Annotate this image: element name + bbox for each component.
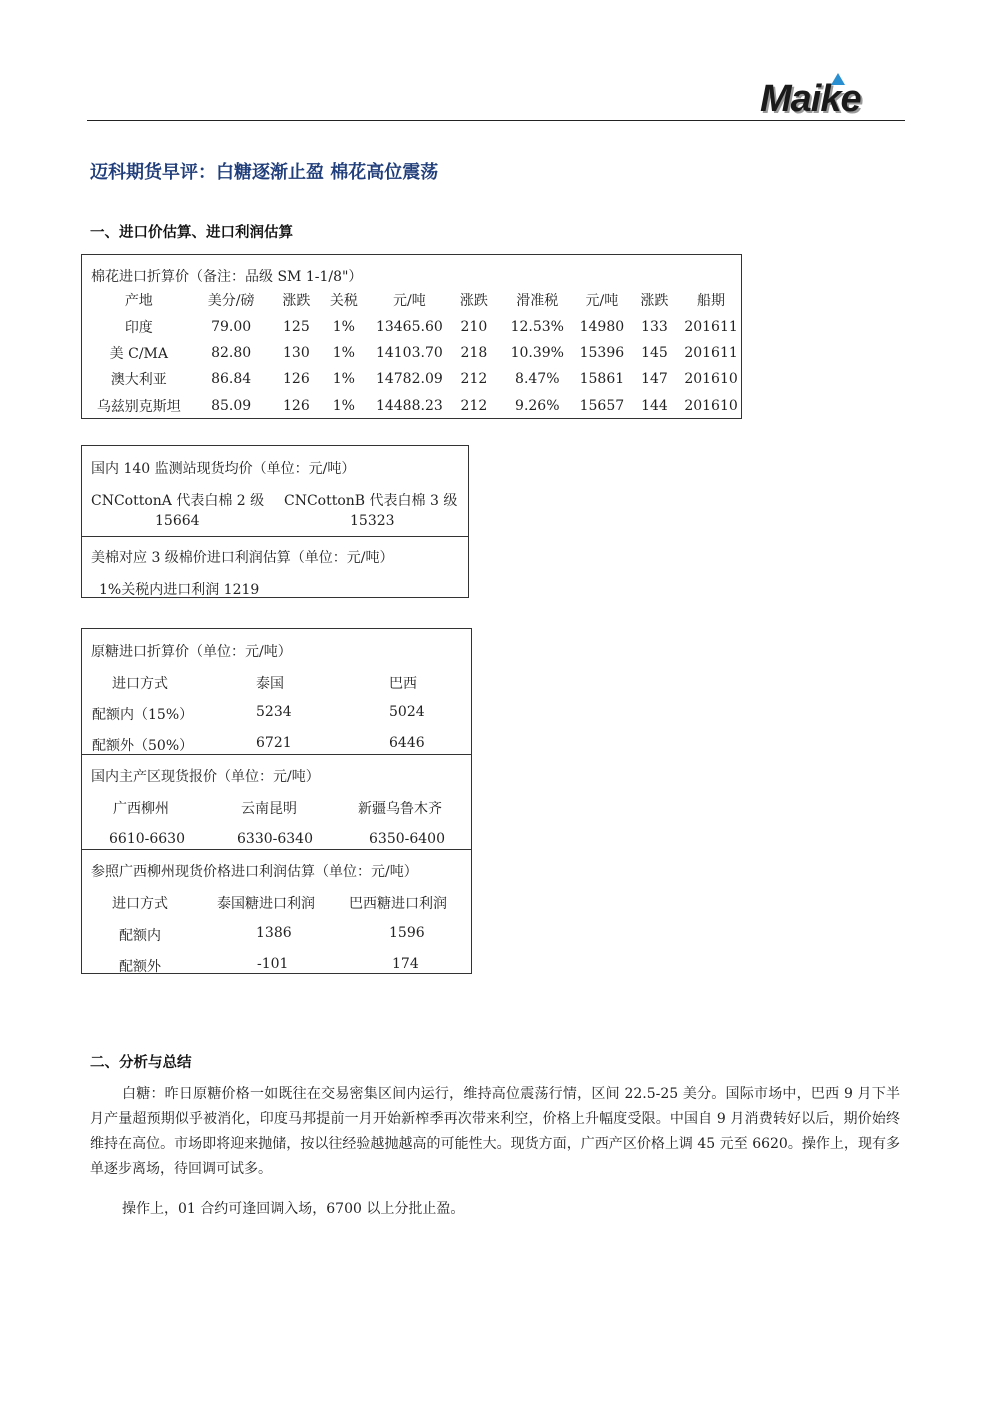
table-cell: 印度: [124, 319, 153, 336]
table-cell: 9.26%: [515, 397, 560, 414]
col-header: 元/吨: [393, 293, 426, 310]
sugar-spot-price: 6350-6400: [369, 831, 445, 847]
col-header: 关税: [329, 293, 358, 310]
table-cell: 1%: [332, 371, 355, 388]
sugar-profit-title: 参照广西柳州现货价格进口利润估算（单位：元/吨）: [91, 864, 418, 880]
cncotton-a-label: CNCottonA 代表白棉 2 级: [91, 493, 265, 509]
table-cell: 212: [460, 371, 488, 388]
table-cell: 201610: [684, 397, 738, 414]
col-header: 涨跌: [282, 293, 311, 310]
table-cell: 201611: [684, 318, 738, 335]
table-cell: 乌兹别克斯坦: [96, 398, 181, 415]
sugar-import-header: 巴西: [389, 676, 417, 692]
header-divider: [87, 120, 905, 121]
table-cell: 8.47%: [515, 371, 560, 388]
table-cell: 12.53%: [510, 318, 564, 335]
sugar-profit-cell: 配额内: [119, 928, 161, 944]
sugar-spot-price: 6330-6340: [237, 831, 313, 847]
sugar-profit-cell: 1596: [389, 925, 425, 941]
cotton-import-table: [90, 287, 741, 419]
table-cell: 15396: [579, 344, 625, 361]
table-cell: 14488.23: [375, 397, 443, 414]
table-row: [90, 340, 741, 366]
table-cell: 79.00: [211, 318, 252, 335]
table-cell: 1%: [332, 397, 355, 414]
sugar-import-title: 原糖进口折算价（单位：元/吨）: [91, 644, 292, 660]
col-header: 船期: [697, 293, 726, 310]
sugar-import-cell: 配额外（50%）: [92, 738, 194, 754]
table-cell: 14980: [579, 318, 625, 335]
sugar-profit-header: 进口方式: [112, 896, 168, 912]
table-cell: 15861: [579, 371, 625, 388]
col-header: 美分/磅: [207, 293, 255, 310]
sugar-profit-header: 巴西糖进口利润: [349, 896, 447, 912]
table-cell: 212: [460, 397, 488, 414]
sugar-profit-cell: 1386: [256, 925, 292, 941]
table-cell: 1%: [332, 318, 355, 335]
table-cell: 1%: [332, 344, 355, 361]
sugar-spot-region: 广西柳州: [113, 801, 169, 817]
sugar-profit-header: 泰国糖进口利润: [217, 896, 315, 912]
cotton-import-box: [81, 254, 742, 419]
sugar-import-cell: 6721: [256, 735, 292, 751]
section1-title: 一、进口价估算、进口利润估算: [90, 225, 293, 241]
sugar-import-cell: 5234: [256, 704, 292, 720]
table-cell: 10.39%: [510, 344, 564, 361]
cotton-profit-title: 美棉对应 3 级棉价进口利润估算（单位：元/吨）: [91, 550, 394, 566]
table-header-row: [90, 287, 741, 313]
sugar-spot-region: 云南昆明: [241, 801, 297, 817]
box-divider: [82, 849, 471, 850]
table-cell: 86.84: [211, 371, 252, 388]
sugar-spot-price: 6610-6630: [109, 831, 185, 847]
table-cell: 147: [641, 371, 668, 388]
table-row: [90, 366, 741, 392]
sugar-import-header: 泰国: [256, 676, 284, 692]
box-divider: [82, 754, 471, 755]
sugar-import-cell: 配额内（15%）: [92, 707, 194, 723]
sugar-import-header: 进口方式: [112, 676, 168, 692]
operation-paragraph: 操作上，01 合约可逢回调入场，6700 以上分批止盈。: [122, 1201, 465, 1217]
section2-title: 二、分析与总结: [90, 1055, 192, 1071]
col-header: 滑准税: [516, 293, 559, 310]
sugar-profit-cell: -101: [257, 956, 289, 972]
table-cell: 15657: [579, 397, 625, 414]
cotton-import-title: 棉花进口折算价（备注：品级 SM 1-1/8"）: [91, 269, 363, 285]
sugar-import-cell: 5024: [389, 704, 425, 720]
table-cell: 130: [283, 344, 310, 361]
cotton-domestic-box: [81, 445, 469, 598]
table-cell: 澳大利亚: [110, 372, 167, 389]
table-cell: 13465.60: [375, 318, 443, 335]
col-header: 涨跌: [459, 293, 488, 310]
cotton-profit-text: 1%关税内进口利润 1219: [99, 582, 260, 598]
table-cell: 133: [641, 318, 668, 335]
sugar-profit-cell: 配额外: [119, 959, 161, 975]
table-cell: 144: [641, 397, 668, 414]
table-cell: 126: [283, 371, 310, 388]
cncotton-b-label: CNCottonB 代表白棉 3 级: [284, 493, 458, 509]
table-cell: 218: [460, 344, 488, 361]
table-cell: 201610: [684, 371, 738, 388]
table-cell: 14103.70: [375, 344, 443, 361]
table-cell: 145: [641, 344, 668, 361]
sugar-import-cell: 6446: [389, 735, 425, 751]
table-row: [90, 313, 741, 339]
col-header: 元/吨: [585, 293, 619, 310]
sugar-profit-cell: 174: [392, 956, 419, 972]
box-divider: [82, 536, 468, 537]
table-cell: 126: [283, 397, 310, 414]
table-cell: 125: [283, 318, 310, 335]
sugar-spot-region: 新疆乌鲁木齐: [358, 801, 442, 817]
table-cell: 14782.09: [375, 371, 443, 388]
cotton-domestic-title: 国内 140 监测站现货均价（单位：元/吨）: [91, 461, 356, 477]
col-header: 涨跌: [640, 293, 669, 310]
table-cell: 82.80: [211, 344, 252, 361]
page-title: 迈科期货早评：白糖逐渐止盈 棉花高位震荡: [90, 162, 439, 183]
table-row: [90, 393, 741, 419]
col-header: 产地: [124, 293, 153, 310]
maike-logo: Maike: [760, 78, 861, 120]
table-cell: 210: [460, 318, 488, 335]
cncotton-b-value: 15323: [350, 513, 395, 529]
table-cell: 85.09: [211, 397, 252, 414]
sugar-box: [81, 628, 472, 974]
sugar-spot-title: 国内主产区现货报价（单位：元/吨）: [91, 769, 320, 785]
table-cell: 201611: [684, 344, 738, 361]
analysis-paragraph: 白糖：昨日原糖价格一如既往在交易密集区间内运行，维持高位震荡行情，区间 22.5-25 美分。国际市场中，巴西 9 月下半月产量超预期似乎被消化，印度马邦提前一月开始新榨季再次带来利空，价格上升幅度受限。中国自 9 月消费转好以后，期价始终维持在高位。市场即将迎来抛储，按以往经验越抛越高的可能性大。现货方面，广西产区价格上调 45 元至 6620。操作上，现有多单逐步离场，待回调可试多。: [90, 1086, 900, 1177]
cncotton-a-value: 15664: [155, 513, 200, 529]
table-cell: 美 C/MA: [109, 345, 168, 362]
